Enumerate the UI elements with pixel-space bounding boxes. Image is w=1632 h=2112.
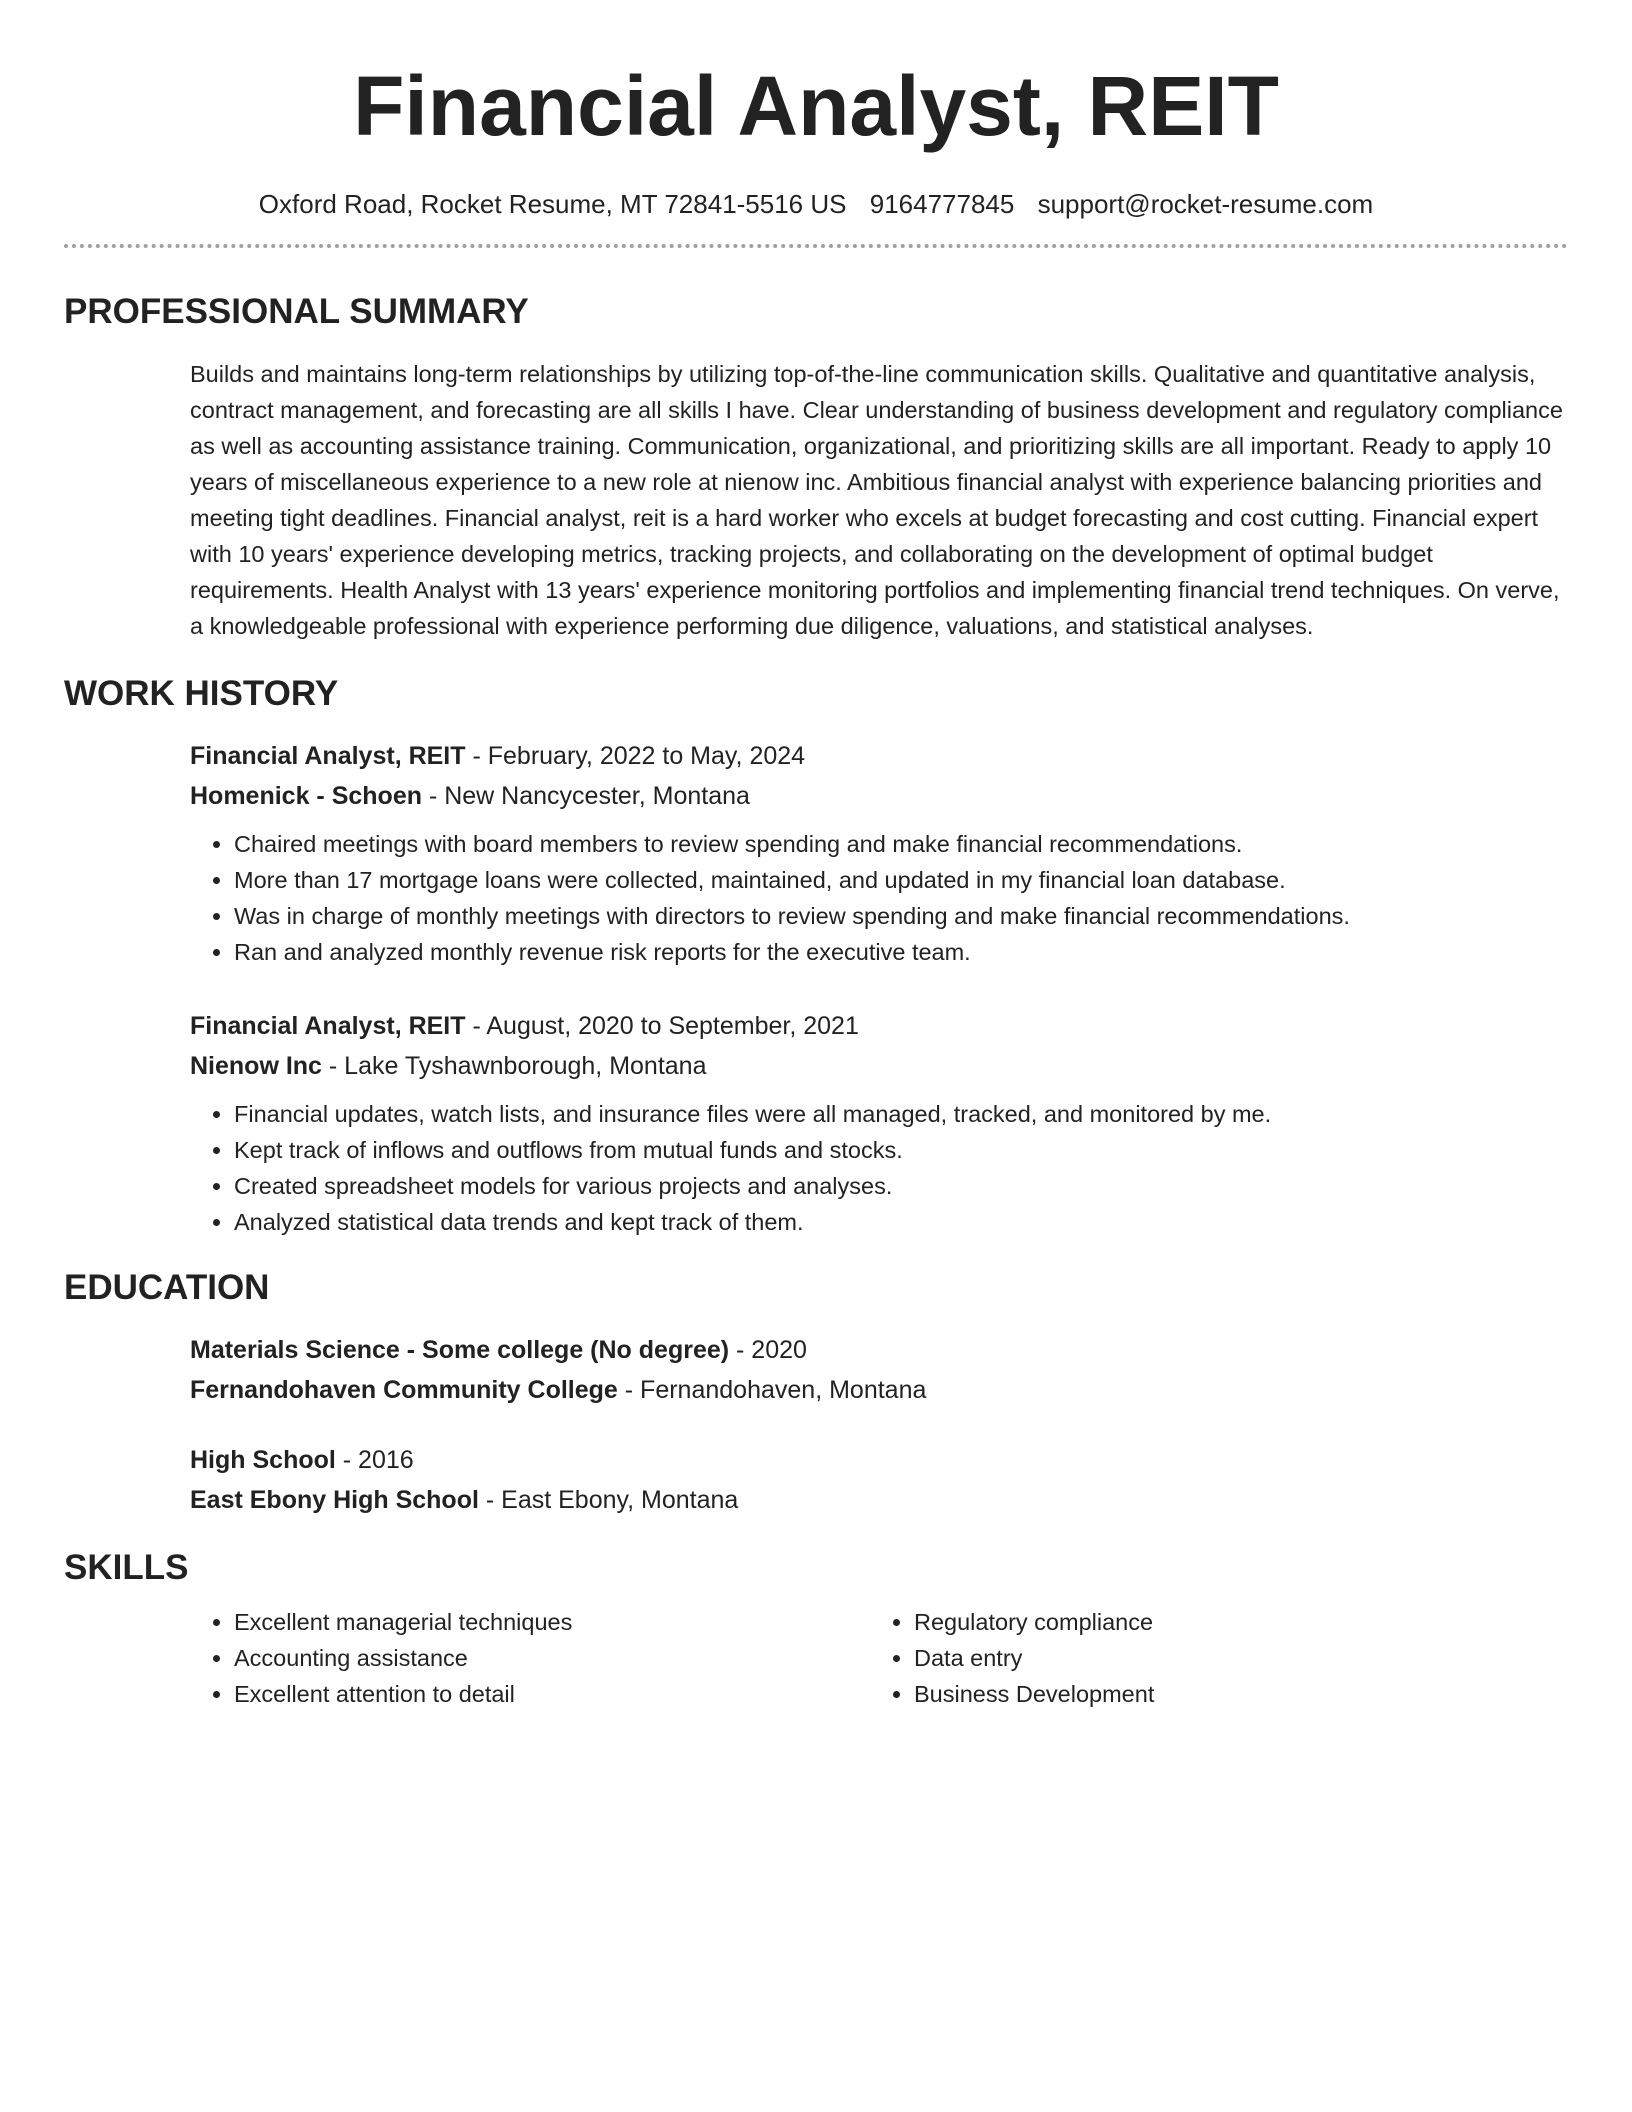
job-location: - New Nancycester, Montana [422,782,750,810]
education-year: - 2020 [729,1336,807,1364]
job-company-line [190,1046,1568,1086]
contact-address: Oxford Road, Rocket Resume, MT 72841-5516 US [258,189,847,219]
education-entry [190,1440,1568,1520]
education-school-line [190,1370,1568,1410]
skills-list [190,1604,1568,1712]
education-year: - 2016 [335,1446,414,1474]
skill-item: • Accounting assistance [234,1640,870,1676]
education-entry [190,1330,1568,1410]
job-position: Financial Analyst, REIT [190,742,466,770]
education-school-line [190,1480,1568,1520]
job-bullet: • Created spreadsheet models for various projects and analyses. [234,1168,1568,1204]
education-location: - Fernandohaven, Montana [617,1376,927,1404]
job-bullet: • Analyzed statistical data trends and kept track of them. [234,1204,1568,1240]
education-school: East Ebony High School [190,1486,479,1514]
skill-item: • Regulatory compliance [914,1604,1550,1640]
header-divider [64,244,1568,248]
job-company-line [190,776,1568,816]
job-bullet: • Kept track of inflows and outflows from mutual funds and stocks. [234,1132,1568,1168]
job-location: - Lake Tyshawnborough, Montana [321,1052,707,1080]
job-company: Homenick - Schoen [190,782,422,810]
job-bullet: • More than 17 mortgage loans were collected, maintained, and updated in my financial loan database. [234,862,1568,898]
resume-name: Financial Analyst, REIT [353,59,1279,153]
job-entry [190,736,1568,970]
job-position: Financial Analyst, REIT [190,1012,466,1040]
skill-item: • Excellent attention to detail [234,1676,870,1712]
job-bullets [190,1096,1568,1240]
contact-phone: 9164777845 [869,189,1015,219]
skills-column-right [870,1604,1550,1712]
skills-column-left [190,1604,870,1712]
summary-text: Builds and maintains long-term relationships by utilizing top-of-the-line communication skills. Qualitative and quantitative analysis, contract management, and forecasting are all skills I have. Clear understanding of business development and regulatory compliance as well as accounting assistance training. Communication, organizational, and prioritizing skills are all important. Ready to apply 10 years of miscellaneous experience to a new role at nienow inc. Ambitious financial analyst with experience balancing priorities and meeting tight deadlines. Financial analyst, reit is a hard worker who excels at budget forecasting and cost cutting. Financial expert with 10 years' experience developing metrics, tracking projects, and collaborating on the development of optimal budget requirements. Health Analyst with 13 years' experience monitoring portfolios and implementing financial trend techniques. On verve, a knowledgeable professional with experience performing due diligence, valuations, and statistical analyses. [190,361,1563,639]
job-dates: - August, 2020 to September, 2021 [465,1012,859,1040]
education-list [190,1330,1568,1520]
skill-item: • Excellent managerial techniques [234,1604,870,1640]
education-location: - East Ebony, Montana [478,1486,739,1514]
job-title-line [190,736,1568,776]
skills-heading: SKILLS [64,1548,189,1587]
skill-item: • Data entry [914,1640,1550,1676]
job-entry [190,1006,1568,1240]
education-heading: EDUCATION [64,1268,270,1307]
job-bullet: • Financial updates, watch lists, and insurance files were all managed, tracked, and monitored by me. [234,1096,1568,1132]
contact-line [64,186,1568,222]
education-degree: High School [190,1446,336,1474]
education-degree-line [190,1330,1568,1370]
job-title-line [190,1006,1568,1046]
skill-item: • Business Development [914,1676,1550,1712]
summary-heading: PROFESSIONAL SUMMARY [64,292,529,331]
job-bullets [190,826,1568,970]
job-bullet: • Chaired meetings with board members to review spending and make financial recommendations. [234,826,1568,862]
job-dates: - February, 2022 to May, 2024 [465,742,806,770]
job-company: Nienow Inc [190,1052,322,1080]
contact-email: support@rocket-resume.com [1037,189,1374,219]
job-bullet: • Was in charge of monthly meetings with directors to review spending and make financial recommendations. [234,898,1568,934]
work-history-list [190,736,1568,1240]
education-degree: Materials Science - Some college (No degree) [190,1336,730,1364]
education-school: Fernandohaven Community College [190,1376,618,1404]
job-bullet: • Ran and analyzed monthly revenue risk reports for the executive team. [234,934,1568,970]
education-degree-line [190,1440,1568,1480]
work-history-heading: WORK HISTORY [64,674,339,713]
